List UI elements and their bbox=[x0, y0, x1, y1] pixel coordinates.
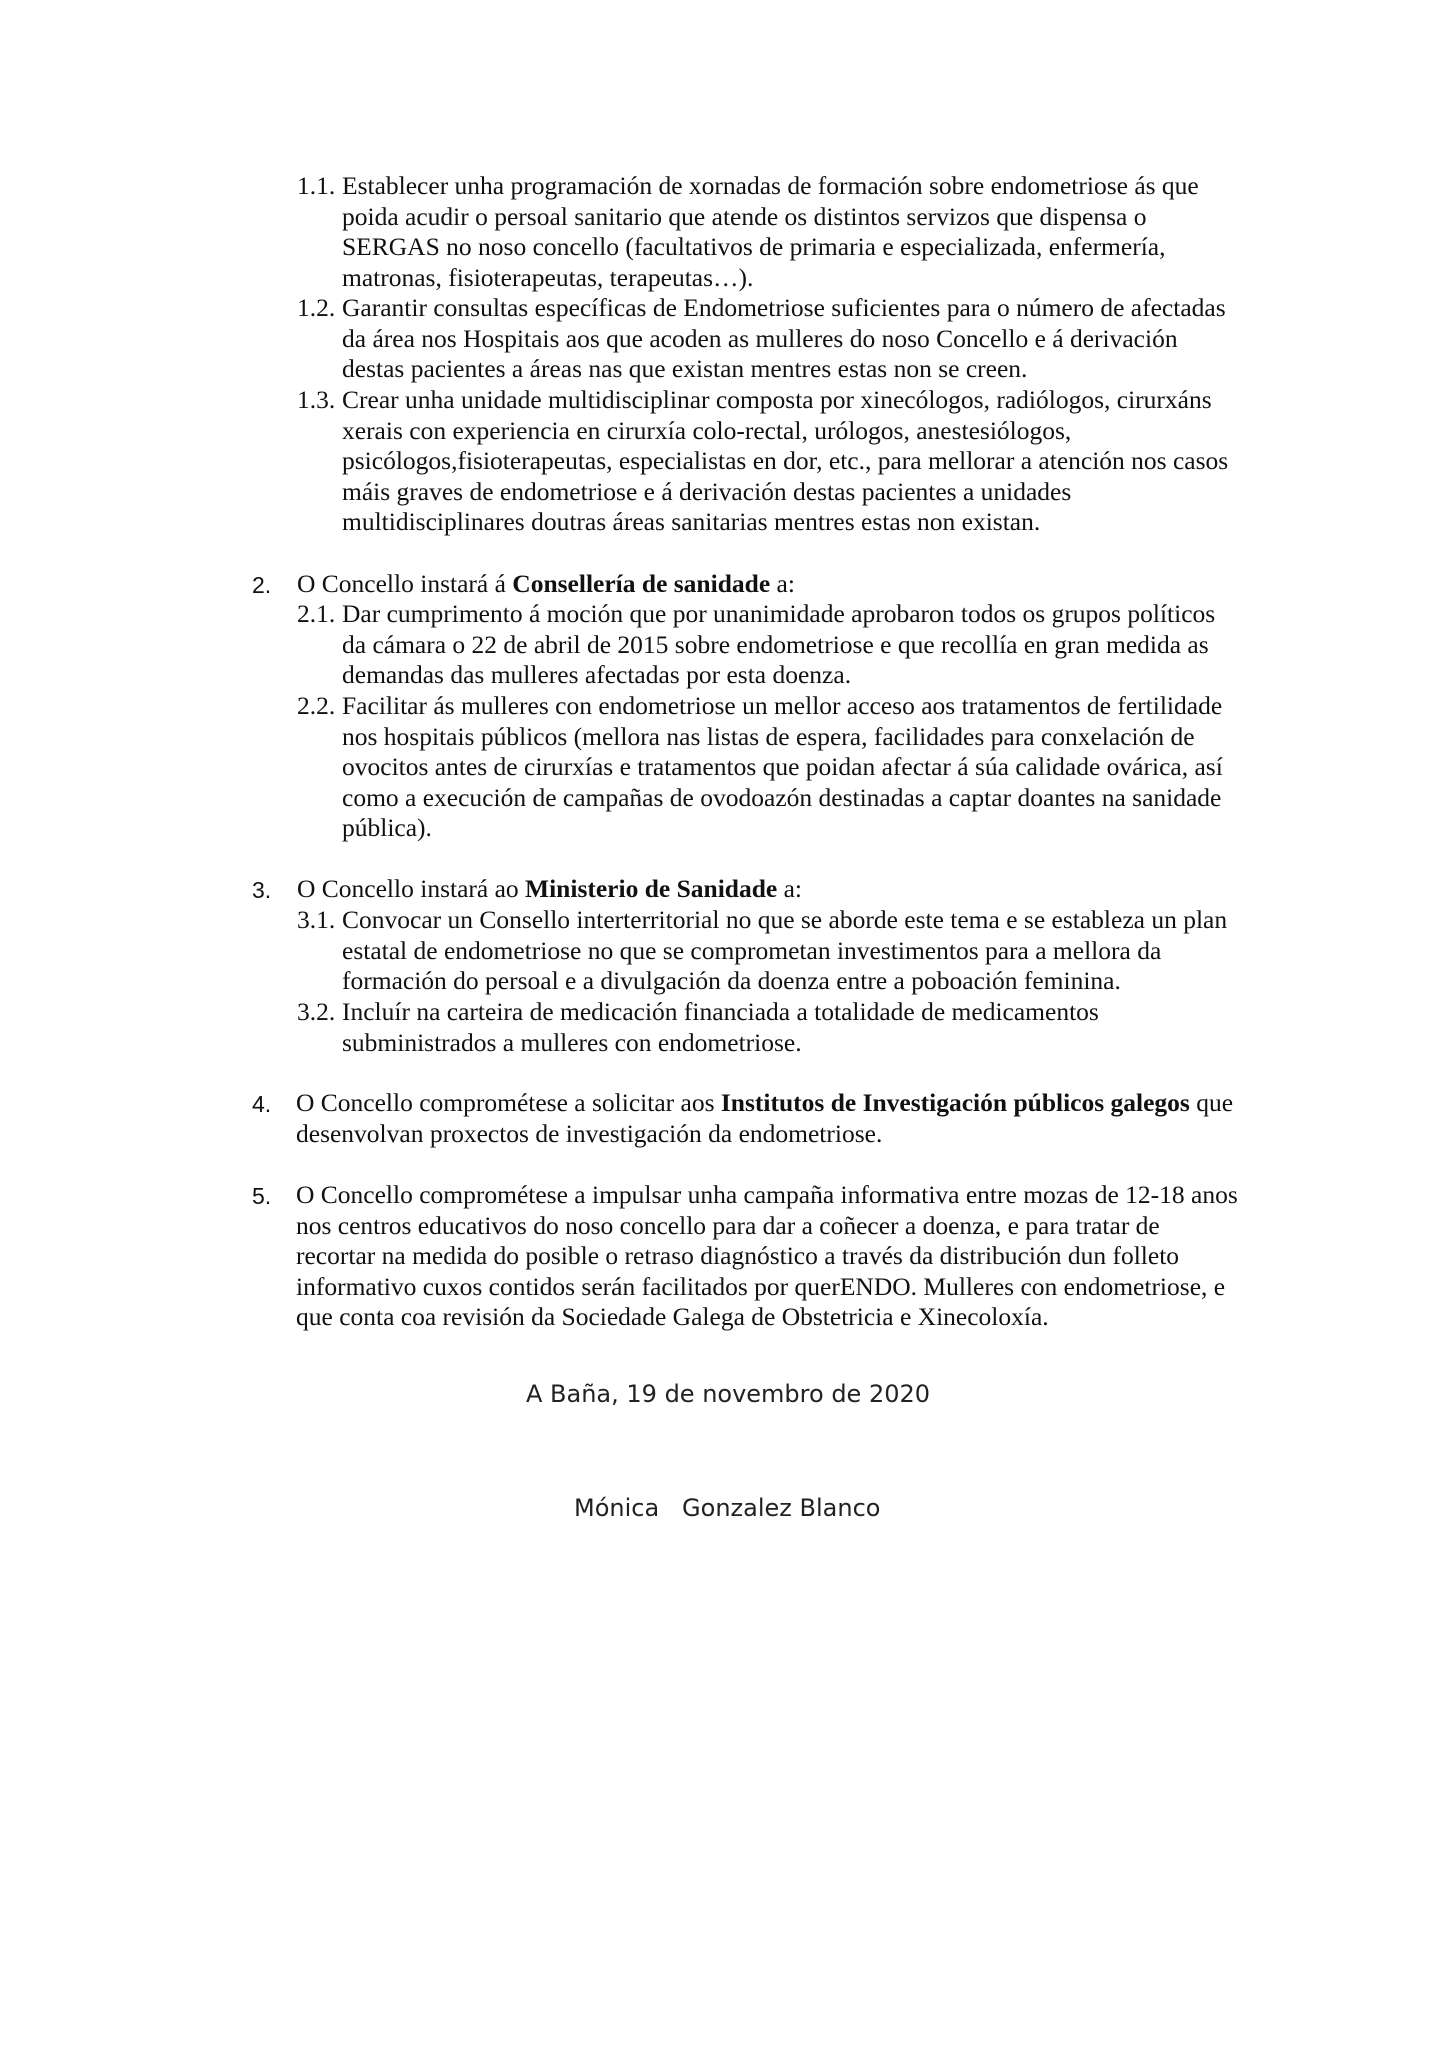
place-date: A Baña, 19 de novembro de 2020 bbox=[526, 1380, 931, 1408]
subitem-number: 1.1. bbox=[297, 171, 336, 200]
subitem-1-2 bbox=[297, 293, 1237, 385]
item-text: O Concello instará ao Ministerio de Sanidade a: bbox=[297, 874, 802, 903]
subitem-2-1 bbox=[297, 599, 1237, 691]
subitem-1-1 bbox=[297, 171, 1237, 293]
subitem-3-2 bbox=[297, 997, 1237, 1058]
subitem-number: 3.1. bbox=[297, 905, 336, 934]
item-number: 4. bbox=[252, 1091, 272, 1117]
item-text: O Concello instará á Consellería de sanidade a: bbox=[297, 569, 795, 598]
item-number: 5. bbox=[252, 1183, 272, 1209]
subitem-text: Convocar un Consello interterritorial no que se aborde este tema e se estableza un plan estatal de endometriose no que se comprometan investimentos para a mellora da formación do persoal e a divulgación da doenza entre a poboación feminina. bbox=[342, 905, 1228, 995]
subitem-text: Crear unha unidade multidisciplinar composta por xinecólogos, radiólogos, cirurxáns xerais con experiencia en cirurxía colo-rectal, urólogos, anestesiólogos, psicólogos,fisioterapeutas, especialistas en dor, etc., para mellorar a atención nos casos máis graves de endometriose e á derivación destas pacientes a unidades multidisciplinares doutras áreas sanitarias mentres estas non existan. bbox=[342, 385, 1229, 536]
subitem-2-2 bbox=[297, 691, 1237, 844]
item-text: O Concello comprométese a impulsar unha campaña informativa entre mozas de 12-18 anos nos centros educativos do noso concello para dar a coñecer a doenza, e para tratar de recortar na medida do posible o retraso diagnóstico a través da distribución dun folleto informativo cuxos contidos serán facilitados por querENDO. Mulleres con endometriose, e que conta coa revisión da Sociedade Galega de Obstetricia e Xinecoloxía. bbox=[296, 1180, 1238, 1331]
bold-entity: Ministerio de Sanidade bbox=[525, 874, 778, 903]
subitem-text: Garantir consultas específicas de Endometriose suficientes para o número de afectadas da área nos Hospitais aos que acoden as mulleres do noso Concello e á derivación destas pacientes a áreas nas que existan mentres estas non se creen. bbox=[342, 293, 1226, 383]
subitem-number: 1.2. bbox=[297, 293, 336, 322]
item-3 bbox=[252, 874, 1242, 905]
subitem-text: Facilitar ás mulleres con endometriose un mellor acceso aos tratamentos de fertilidade nos hospitais públicos (mellora nas listas de espera, facilidades para conxelación de ovocitos antes de cirurxías e tratamentos que poidan afectar á súa calidade ovárica, así como a execución de campañas de ovodoazón destinadas a captar doantes na sanidade pública). bbox=[342, 691, 1223, 842]
subitem-text: Incluír na carteira de medicación financiada a totalidade de medicamentos subministrados a mulleres con endometriose. bbox=[342, 997, 1099, 1057]
signatory-name: Mónica Gonzalez Blanco bbox=[574, 1494, 881, 1522]
subitem-number: 2.2. bbox=[297, 691, 336, 720]
item-4 bbox=[252, 1088, 1242, 1149]
item-number: 3. bbox=[252, 877, 272, 903]
bold-entity: Institutos de Investigación públicos galegos bbox=[720, 1088, 1190, 1117]
subitem-number: 3.2. bbox=[297, 997, 336, 1026]
subitem-1-3 bbox=[297, 385, 1237, 538]
subitem-number: 1.3. bbox=[297, 385, 336, 414]
subitem-number: 2.1. bbox=[297, 599, 336, 628]
item-number: 2. bbox=[252, 572, 272, 598]
bold-entity: Consellería de sanidade bbox=[512, 569, 771, 598]
subitem-text: Dar cumprimento á moción que por unanimidade aprobaron todos os grupos políticos da cámara o 22 de abril de 2015 sobre endometriose e que recollía en gran medida as demandas das mulleres afectadas por esta doenza. bbox=[342, 599, 1216, 689]
subitem-3-1 bbox=[297, 905, 1237, 997]
subitem-text: Establecer unha programación de xornadas de formación sobre endometriose ás que poida acudir o persoal sanitario que atende os distintos servizos que dispensa o SERGAS no noso concello (facultativos de primaria e especializada, enfermería, matronas, fisioterapeutas, terapeutas…). bbox=[342, 171, 1199, 292]
item-text: O Concello comprométese a solicitar aos Institutos de Investigación públicos galegos que desenvolvan proxectos de investigación da endometriose. bbox=[296, 1088, 1234, 1148]
item-5 bbox=[252, 1180, 1242, 1333]
item-2 bbox=[252, 569, 1242, 600]
